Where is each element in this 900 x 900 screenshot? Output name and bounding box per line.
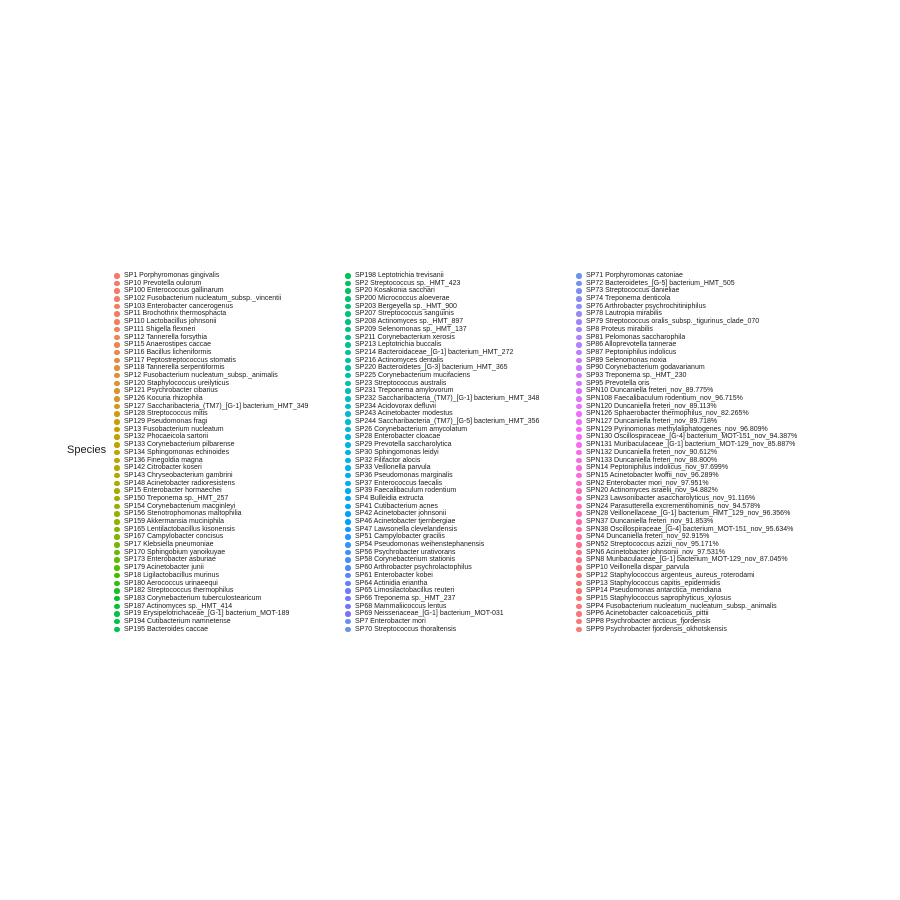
legend-label: SP39 Faecalibaculum rodentium [355, 487, 457, 495]
legend-label: SP134 Sphingomonas echinoides [124, 448, 230, 456]
legend-label: SP154 Corynebacterium macginleyi [124, 502, 236, 510]
legend-label: SP69 Neisseriaceae_[G-1] bacterium_MOT-031 [355, 610, 504, 618]
legend-marker [576, 573, 582, 579]
legend-marker [114, 473, 120, 479]
legend-marker [345, 481, 351, 487]
legend-label: SP112 Tannerella forsythia [124, 333, 208, 341]
legend-marker [345, 550, 351, 556]
legend-label: SP2 Streptococcus sp._HMT_423 [355, 279, 461, 287]
legend-marker [576, 458, 582, 464]
legend-label: SP90 Corynebacterium godavarianum [586, 364, 705, 372]
legend-marker [114, 488, 120, 494]
legend-label: SP70 Streptococcus thoraltensis [355, 625, 457, 633]
legend-label: SP116 Bacillus licheniformis [124, 348, 212, 356]
legend-marker [345, 281, 351, 287]
legend-marker [576, 296, 582, 302]
legend-label: SP244 Saccharibacteria_(TM7)_[G-5] bacterium_HMT_356 [355, 418, 540, 426]
legend-label: SP198 Leptotrichia trevisanii [355, 272, 444, 279]
legend-label: SP183 Corynebacterium tuberculostearicum [124, 594, 262, 602]
legend-label: SP72 Bacteroidetes_[G-5] bacterium_HMT_505 [586, 279, 735, 287]
legend-marker [345, 319, 351, 325]
legend-marker [114, 327, 120, 333]
legend-marker [114, 557, 120, 563]
legend-marker [345, 534, 351, 540]
legend-marker [576, 373, 582, 379]
legend-marker [576, 358, 582, 364]
legend-label: SP203 Bergeyella sp._HMT_900 [355, 302, 457, 310]
legend-label: SP29 Prevotella saccharolytica [355, 441, 452, 449]
legend-label: SP156 Stenotrophomonas maltophilia [124, 510, 242, 518]
legend-marker [576, 450, 582, 456]
legend-label: SP220 Bacteroidetes_[G-3] bacterium_HMT_365 [355, 364, 508, 372]
legend-marker [576, 388, 582, 394]
legend-label: SPP14 Pseudomonas antarctica_meridiana [586, 587, 722, 595]
legend-title: Species [67, 444, 107, 456]
legend-label: SPN2 Enterobacter mori_nov_97.951% [586, 479, 709, 487]
legend-marker [576, 304, 582, 310]
legend-marker [114, 496, 120, 502]
legend-label: SPN14 Peptoniphilus indolicus_nov_97.699% [586, 464, 729, 472]
legend-label: SP143 Chryseobacterium gambrini [124, 471, 233, 479]
legend-label: SP32 Filifactor alocis [355, 456, 421, 464]
legend-label: SPN4 Duncaniella freteri_nov_92.915% [586, 533, 710, 541]
legend-marker [576, 581, 582, 587]
legend-marker [114, 342, 120, 348]
legend-label: SPP9 Psychrobacter fjordensis_okhotskensis [586, 625, 727, 633]
legend-label: SP8 Proteus mirabilis [586, 325, 653, 333]
legend-marker [576, 365, 582, 371]
legend-label: SP58 Corynebacterium stationis [355, 556, 455, 564]
legend-marker [345, 504, 351, 510]
legend-label: SP36 Pseudomonas marginalis [355, 471, 453, 479]
legend-marker [345, 465, 351, 471]
legend-label: SP117 Peptostreptococcus stomatis [124, 356, 236, 364]
legend-marker [576, 434, 582, 440]
legend-marker [345, 388, 351, 394]
legend-marker [114, 458, 120, 464]
legend-label: SP66 Treponema sp._HMT_237 [355, 594, 456, 602]
legend-label: SPN6 Acinetobacter johnsonii_nov_97.531% [586, 548, 725, 556]
legend-marker [345, 473, 351, 479]
legend-label: SP208 Actinomyces sp._HMT_897 [355, 318, 464, 326]
legend-marker [345, 311, 351, 317]
legend-marker [114, 319, 120, 325]
legend-label: SP115 Anaerostipes caccae [124, 341, 212, 349]
legend-label: SP148 Acinetobacter radioresistens [124, 479, 235, 487]
legend-label: SP170 Sphingobium yanoikuyae [124, 548, 226, 556]
legend-label: SP19 Erysipelotrichaceae_[G-1] bacterium_MOT-189 [124, 610, 290, 618]
legend-marker [576, 442, 582, 448]
legend-marker [576, 288, 582, 294]
legend-marker [114, 604, 120, 610]
legend-label: SP231 Treponema amylovorum [355, 387, 454, 395]
legend-marker [345, 542, 351, 548]
legend-label: SP194 Cutibacterium namnetense [124, 617, 231, 625]
legend-label: SPN132 Duncaniella freteri_nov_90.612% [586, 448, 718, 456]
legend-marker [576, 588, 582, 594]
legend-label: SPN52 Streptococcus azizii_nov_95.171% [586, 541, 719, 549]
legend-label: SP33 Veillonella parvula [355, 464, 431, 472]
legend-marker [114, 581, 120, 587]
legend-marker [114, 465, 120, 471]
legend-marker [576, 327, 582, 333]
legend-label: SP20 Kosakonia sacchari [355, 287, 435, 295]
legend-marker [345, 427, 351, 433]
legend-marker [345, 358, 351, 364]
legend-marker [345, 588, 351, 594]
legend-label: SPN37 Duncaniella freteri_nov_91.853% [586, 518, 714, 525]
legend-marker [576, 550, 582, 556]
legend-label: SP103 Enterobacter cancerogenus [124, 302, 233, 310]
legend-label: SP46 Acinetobacter tjernbergiae [355, 518, 456, 525]
legend-marker [576, 496, 582, 502]
legend-marker [576, 427, 582, 433]
legend-label: SP133 Corynebacterium pilbarense [124, 441, 235, 449]
legend-marker [345, 419, 351, 425]
legend-marker [114, 534, 120, 540]
legend-marker [576, 619, 582, 625]
legend-marker [576, 281, 582, 287]
legend-label: SP1 Porphyromonas gingivalis [124, 272, 220, 279]
legend-marker [576, 411, 582, 417]
legend-marker [576, 381, 582, 387]
legend-label: SPN24 Parasutterella excrementihominis_nov_94.578% [586, 502, 761, 510]
legend-label: SP211 Corynebacterium xerosis [355, 333, 455, 341]
legend-label: SP73 Streptococcus danieliae [586, 287, 680, 295]
legend-label: SP110 Lactobacillus johnsonii [124, 318, 217, 326]
legend-label: SP195 Bacteroides caccae [124, 625, 209, 633]
legend-marker [114, 419, 120, 425]
legend-label: SP232 Saccharibacteria_(TM7)_[G-1] bacterium_HMT_348 [355, 395, 540, 402]
legend-label: SP89 Selenomonas noxia [586, 356, 667, 364]
legend-marker [114, 519, 120, 525]
legend-label: SP129 Pseudomonas fragi [124, 418, 208, 426]
legend-marker [576, 396, 582, 402]
legend-marker [345, 396, 351, 402]
legend-label: SPN131 Muribaculaceae_[G-1] bacterium_MOT-129_nov_85.887% [586, 441, 796, 449]
legend-marker [345, 434, 351, 440]
legend-label: SP4 Bulleidia extructa [355, 494, 424, 502]
legend-label: SP18 Ligilactobacillus murinus [124, 571, 219, 579]
legend-marker [114, 504, 120, 510]
legend-marker [114, 573, 120, 579]
legend-label: SPN15 Acinetobacter lwoffii_nov_96.289% [586, 471, 719, 479]
legend-marker [114, 565, 120, 571]
legend-label: SP136 Finegoldia magna [124, 456, 203, 464]
legend-label: SP132 Phocaeicola sartorii [124, 433, 209, 441]
legend-marker [345, 458, 351, 464]
legend-marker [345, 565, 351, 571]
legend-marker [114, 588, 120, 594]
legend-label: SPN8 Muribaculaceae_[G-1] bacterium_MOT-129_nov_87.045% [586, 556, 788, 564]
legend-label: SP142 Citrobacter koseri [124, 464, 202, 472]
legend-marker [576, 473, 582, 479]
legend-label: SP7 Enterobacter mori [355, 617, 426, 625]
legend-marker [576, 504, 582, 510]
legend-marker [576, 319, 582, 325]
legend-label: SP56 Psychrobacter urativorans [355, 548, 456, 556]
legend-label: SP60 Arthrobacter psychrolactophilus [355, 564, 472, 572]
legend-marker [576, 534, 582, 540]
legend-marker [345, 327, 351, 333]
legend-label: SP42 Acinetobacter johnsonii [355, 510, 447, 518]
legend-label: SP54 Pseudomonas weihenstephanensis [355, 541, 485, 549]
legend-marker [114, 404, 120, 410]
legend-label: SP23 Streptococcus australis [355, 379, 447, 387]
legend-label: SP93 Treponema sp._HMT_230 [586, 371, 687, 379]
legend-label: SP216 Actinomyces dentalis [355, 356, 444, 364]
legend-marker [576, 311, 582, 317]
legend-marker [114, 611, 120, 617]
legend-marker [114, 304, 120, 310]
legend-label: SPN10 Duncaniella freteri_nov_89.775% [586, 387, 714, 395]
legend-marker [345, 350, 351, 356]
legend-label: SP37 Enterococcus faecalis [355, 479, 443, 487]
legend-marker [576, 350, 582, 356]
legend-marker [576, 611, 582, 617]
legend-marker [345, 442, 351, 448]
legend-label: SP41 Cutibacterium acnes [355, 502, 438, 510]
legend-label: SP64 Actinidia eriantha [355, 579, 428, 587]
legend-marker [345, 381, 351, 387]
legend-label: SP26 Corynebacterium amycolatum [355, 425, 468, 433]
legend-marker [114, 481, 120, 487]
legend-marker [114, 273, 120, 279]
legend-marker [345, 596, 351, 602]
legend-marker [114, 358, 120, 364]
legend-label: SP118 Tannerella serpentiformis [124, 364, 225, 372]
legend-label: SPP13 Staphylococcus capitis_epidermidis [586, 579, 721, 587]
legend-label: SP74 Treponema denticola [586, 295, 671, 303]
legend-marker [345, 296, 351, 302]
legend-label: SPP4 Fusobacterium nucleatum_nucleatum_subsp._animalis [586, 602, 777, 610]
legend-label: SP167 Campylobacter concisus [124, 533, 224, 541]
legend-label: SP86 Alloprevotella tannerae [586, 341, 677, 349]
legend-marker [114, 296, 120, 302]
legend-marker [345, 619, 351, 625]
legend-label: SP150 Treponema sp._HMT_257 [124, 494, 229, 502]
legend-marker [576, 627, 582, 633]
legend-label: SPN130 Oscillospiraceae_[G-4] bacterium_MOT-151_nov_94.387% [586, 433, 798, 441]
legend-label: SP17 Klebsiella pneumoniae [124, 541, 214, 549]
legend-marker [114, 619, 120, 625]
legend-marker [345, 342, 351, 348]
legend-marker [114, 311, 120, 317]
legend-marker [576, 511, 582, 517]
legend-label: SP179 Acinetobacter junii [124, 564, 204, 572]
legend-label: SPP12 Staphylococcus argenteus_aureus_roterodami [586, 571, 755, 579]
legend-label: SP187 Actinomyces sp._HMT_414 [124, 602, 233, 610]
legend-label: SP213 Leptotrichia buccalis [355, 341, 442, 349]
legend-marker [114, 373, 120, 379]
legend-label: SPP10 Veillonella dispar_parvula [586, 564, 690, 572]
legend-marker [114, 627, 120, 633]
legend-marker [345, 488, 351, 494]
legend-marker [576, 596, 582, 602]
legend-label: SP47 Lawsonella clevelandensis [355, 525, 457, 533]
legend-label: SP61 Enterobacter kobei [355, 571, 433, 579]
legend-label: SP173 Enterobacter asburiae [124, 556, 216, 564]
legend-marker [576, 335, 582, 341]
legend-label: SP200 Micrococcus aloeverae [355, 295, 450, 303]
legend-marker [576, 488, 582, 494]
legend-marker [345, 511, 351, 517]
legend-marker [114, 427, 120, 433]
legend-label: SP159 Akkermansia muciniphila [124, 518, 224, 525]
legend-label: SP95 Prevotella oris [586, 379, 650, 387]
legend-marker [345, 365, 351, 371]
legend-marker [114, 434, 120, 440]
legend-label: SP126 Kocuria rhizophila [124, 395, 203, 402]
legend-marker [576, 273, 582, 279]
legend-marker [114, 442, 120, 448]
legend-marker [345, 373, 351, 379]
legend-marker [114, 350, 120, 356]
legend-label: SP128 Streptococcus mitis [124, 410, 208, 418]
legend-marker [576, 342, 582, 348]
legend-label: SP10 Prevotella oulorum [124, 279, 202, 287]
legend-label: SP13 Fusobacterium nucleatum [124, 425, 224, 433]
legend-label: SPN38 Oscillospiraceae_[G-4] bacterium_MOT-151_nov_95.634% [586, 525, 794, 533]
legend-label: SPN108 Faecalibaculum rodentium_nov_96.715% [586, 395, 743, 402]
legend-marker [345, 450, 351, 456]
legend-marker [345, 573, 351, 579]
legend-marker [576, 604, 582, 610]
legend-label: SPN126 Sphaerobacter thermophilus_nov_82.265% [586, 410, 749, 418]
legend-marker [114, 365, 120, 371]
legend-marker [576, 519, 582, 525]
legend-label: SP225 Corynebacterium mucifaciens [355, 371, 471, 379]
legend-marker [576, 404, 582, 410]
legend-label: SP165 Lentilactobacillus kisonensis [124, 525, 235, 533]
legend-label: SP121 Psychrobacter cibarius [124, 387, 218, 395]
legend-label: SP15 Enterobacter hormaechei [124, 487, 222, 495]
legend-label: SP100 Enterococcus gallinarum [124, 287, 224, 295]
legend-marker [345, 519, 351, 525]
legend-marker [345, 335, 351, 341]
legend-label: SPP8 Psychrobacter arcticus_fjordensis [586, 617, 711, 625]
legend-label: SP102 Fusobacterium nucleatum_subsp._vincentii [124, 295, 282, 303]
legend-marker [114, 381, 120, 387]
legend-label: SP65 Limosilactobacillus reuteri [355, 587, 455, 595]
legend-label: SP207 Streptococcus sanguinis [355, 310, 454, 318]
legend-marker [345, 604, 351, 610]
legend-label: SP111 Shigella flexneri [124, 325, 196, 333]
legend-marker [114, 335, 120, 341]
legend-label: SP28 Enterobacter cloacae [355, 433, 441, 441]
legend-marker [345, 404, 351, 410]
legend-label: SP76 Arthrobacter psychrochitiniphilus [586, 302, 706, 310]
legend-label: SP51 Campylobacter gracilis [355, 533, 445, 541]
legend-label: SP79 Streptococcus oralis_subsp._tigurinus_clade_070 [586, 318, 760, 326]
legend-marker [345, 527, 351, 533]
legend-label: SPN127 Duncaniella freteri_nov_89.718% [586, 418, 718, 426]
legend-marker [114, 550, 120, 556]
legend-marker [114, 411, 120, 417]
legend-marker [576, 419, 582, 425]
legend-marker [114, 288, 120, 294]
legend-label: SPN133 Duncaniella freteri_nov_88.800% [586, 456, 718, 464]
legend-marker [345, 304, 351, 310]
legend-label: SPN129 Pyrinomonas methylaliphatogenes_nov_96.809% [586, 425, 768, 433]
legend-label: SPN23 Lawsonibacter asaccharolyticus_nov_91.116% [586, 494, 756, 502]
legend-marker [114, 450, 120, 456]
legend-marker [114, 396, 120, 402]
legend-label: SP127 Saccharibacteria_(TM7)_[G-1] bacterium_HMT_349 [124, 402, 309, 410]
legend-marker [345, 288, 351, 294]
legend-label: SPP15 Staphylococcus saprophyticus_xylosus [586, 594, 732, 602]
legend-marker [114, 388, 120, 394]
legend-marker [114, 596, 120, 602]
legend-label: SPP6 Acinetobacter calcoaceticus_pittii [586, 610, 709, 618]
legend-label: SP243 Acinetobacter modestus [355, 410, 453, 418]
legend-marker [576, 481, 582, 487]
legend-marker [576, 565, 582, 571]
legend-label: SP30 Sphingomonas leidyi [355, 448, 439, 456]
legend-label: SPN20 Actinomyces israelii_nov_94.882% [586, 487, 718, 495]
legend-marker [345, 611, 351, 617]
legend-marker [576, 557, 582, 563]
legend-marker [345, 627, 351, 633]
legend-label: SP12 Fusobacterium nucleatum_subsp._animalis [124, 371, 278, 379]
legend-marker [114, 281, 120, 287]
legend-marker [114, 527, 120, 533]
legend-marker [345, 557, 351, 563]
legend-label: SP182 Streptococcus thermophilus [124, 587, 234, 595]
legend-label: SP209 Selenomonas sp._HMT_137 [355, 325, 467, 333]
legend-marker [345, 273, 351, 279]
legend-label: SP68 Mammaliicoccus lentus [355, 602, 447, 610]
legend-marker [114, 511, 120, 517]
legend-label: SP78 Lautropia mirabilis [586, 310, 662, 318]
legend-marker [345, 411, 351, 417]
legend-label: SP120 Staphylococcus ureilyticus [124, 379, 230, 387]
legend-label: SPN28 Veillonellaceae_[G-1] bacterium_HMT_129_nov_96.356% [586, 510, 791, 518]
legend-marker [114, 542, 120, 548]
legend-marker [345, 496, 351, 502]
legend-label: SPN120 Duncaniella freteri_nov_89.113% [586, 402, 717, 410]
legend-marker [576, 542, 582, 548]
legend-label: SP81 Pelomonas saccharophila [586, 333, 686, 341]
legend-marker [576, 527, 582, 533]
legend-label: SP180 Aerococcus urinaeequi [124, 579, 218, 587]
legend-label: SP87 Peptoniphilus indolicus [586, 348, 677, 356]
legend-label: SP214 Bacteroidaceae_[G-1] bacterium_HMT_272 [355, 348, 514, 356]
legend-marker [576, 465, 582, 471]
legend-label: SP71 Porphyromonas catoniae [586, 272, 683, 279]
legend-label: SP234 Acidovorax defluvii [355, 402, 436, 410]
legend-marker [345, 581, 351, 587]
legend-label: SP11 Brochothrix thermosphacta [124, 310, 227, 318]
